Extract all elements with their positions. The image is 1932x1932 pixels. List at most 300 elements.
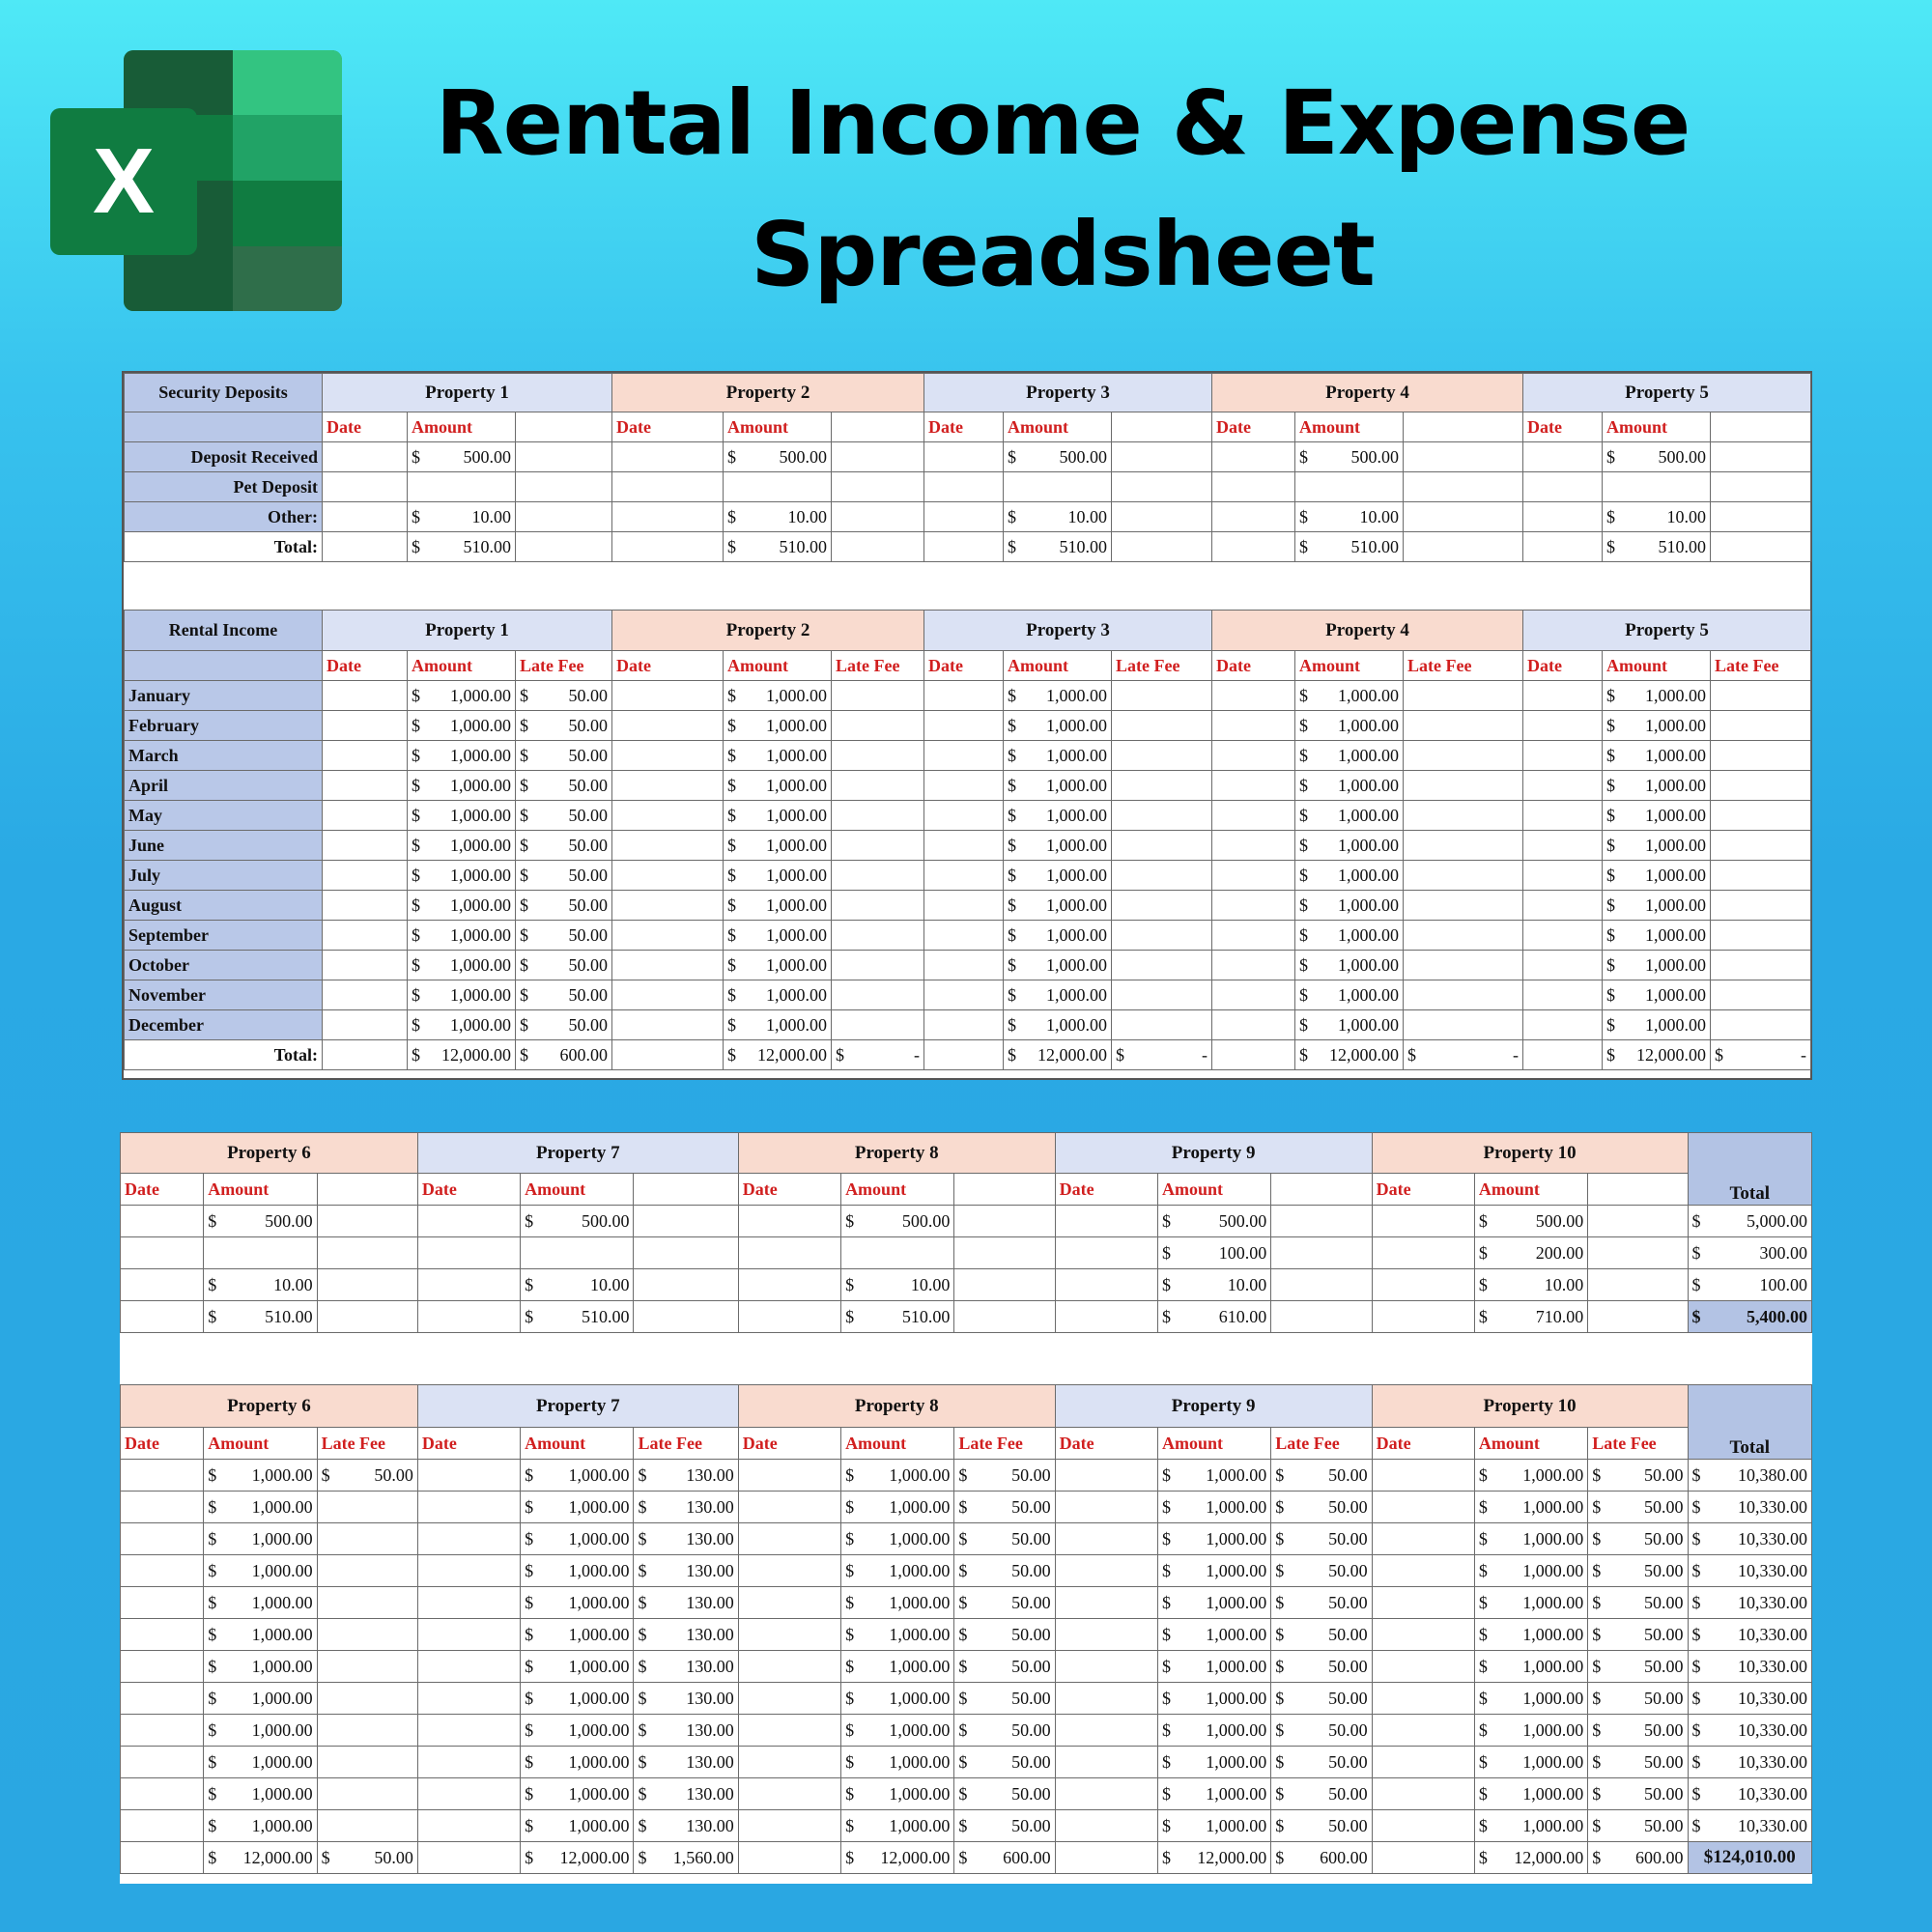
date-cell[interactable]: [738, 1237, 840, 1269]
date-cell[interactable]: [924, 831, 1004, 861]
label-blank[interactable]: [125, 651, 323, 681]
late-fee-cell[interactable]: [1711, 681, 1811, 711]
late-fee-cell[interactable]: [1112, 741, 1212, 771]
late-fee-cell[interactable]: [1588, 1683, 1688, 1715]
blank-cell[interactable]: [1271, 1206, 1372, 1237]
date-cell[interactable]: [1212, 831, 1295, 861]
property-header[interactable]: Property 8: [738, 1133, 1055, 1174]
rent-amount-cell[interactable]: [204, 1778, 317, 1810]
blank-header[interactable]: [1588, 1174, 1688, 1206]
date-cell[interactable]: [1523, 1040, 1603, 1070]
rent-amount-cell[interactable]: [521, 1747, 634, 1778]
blank-cell[interactable]: [1588, 1269, 1688, 1301]
date-cell[interactable]: [924, 891, 1004, 921]
rent-amount-cell[interactable]: [1157, 1460, 1270, 1492]
date-cell[interactable]: [417, 1523, 520, 1555]
date-cell[interactable]: [1372, 1810, 1474, 1842]
date-cell[interactable]: [1055, 1460, 1157, 1492]
property-header[interactable]: Property 5: [1523, 374, 1811, 412]
late-fee-cell[interactable]: [1404, 891, 1523, 921]
late-fee-cell[interactable]: [832, 891, 924, 921]
late-fee-cell[interactable]: [1112, 980, 1212, 1010]
late-fee-cell[interactable]: [634, 1683, 738, 1715]
date-column-header[interactable]: Date: [121, 1428, 204, 1460]
date-cell[interactable]: [1055, 1715, 1157, 1747]
date-cell[interactable]: [417, 1715, 520, 1747]
date-cell[interactable]: [323, 771, 408, 801]
rent-amount-cell[interactable]: [408, 741, 516, 771]
late-fee-cell[interactable]: [1588, 1715, 1688, 1747]
rent-amount-cell[interactable]: [724, 741, 832, 771]
date-cell[interactable]: [1212, 980, 1295, 1010]
late-fee-cell[interactable]: [1404, 980, 1523, 1010]
date-cell[interactable]: [121, 1619, 204, 1651]
date-cell[interactable]: [738, 1810, 840, 1842]
date-cell[interactable]: [1055, 1683, 1157, 1715]
deposit-amount-cell[interactable]: [841, 1206, 954, 1237]
rent-amount-cell[interactable]: [1603, 681, 1711, 711]
date-cell[interactable]: [323, 1010, 408, 1040]
total-column-header[interactable]: Total: [1688, 1385, 1811, 1460]
rent-amount-cell[interactable]: [408, 1010, 516, 1040]
deposit-amount-cell[interactable]: [1157, 1269, 1270, 1301]
deposit-amount-cell[interactable]: [408, 502, 516, 532]
date-cell[interactable]: [417, 1587, 520, 1619]
date-cell[interactable]: [323, 801, 408, 831]
amount-column-header[interactable]: Amount: [1004, 412, 1112, 442]
rent-amount-cell[interactable]: [1295, 1010, 1404, 1040]
late-fee-cell[interactable]: [516, 980, 612, 1010]
month-label[interactable]: February: [125, 711, 323, 741]
late-fee-cell[interactable]: [954, 1810, 1055, 1842]
late-fee-cell[interactable]: [1711, 951, 1811, 980]
month-label[interactable]: January: [125, 681, 323, 711]
deposit-amount-cell[interactable]: [408, 472, 516, 502]
late-fee-cell[interactable]: [516, 771, 612, 801]
late-fee-cell[interactable]: [1271, 1778, 1372, 1810]
rent-amount-cell[interactable]: [724, 1010, 832, 1040]
amount-column-header[interactable]: Amount: [724, 651, 832, 681]
late-fee-cell[interactable]: [1112, 681, 1212, 711]
late-fee-cell[interactable]: [1404, 741, 1523, 771]
late-fee-column-header[interactable]: Late Fee: [634, 1428, 738, 1460]
deposit-amount-cell[interactable]: [724, 502, 832, 532]
month-label[interactable]: November: [125, 980, 323, 1010]
late-fee-cell[interactable]: [317, 1460, 417, 1492]
deposit-amount-cell[interactable]: [1157, 1301, 1270, 1333]
rent-amount-cell[interactable]: [1295, 861, 1404, 891]
rent-amount-cell[interactable]: [204, 1651, 317, 1683]
late-fee-cell[interactable]: [634, 1619, 738, 1651]
late-fee-cell[interactable]: [317, 1715, 417, 1747]
date-cell[interactable]: [323, 861, 408, 891]
total-amount-cell[interactable]: [408, 1040, 516, 1070]
property-header[interactable]: Property 3: [924, 611, 1212, 651]
date-column-header[interactable]: Date: [738, 1174, 840, 1206]
date-cell[interactable]: [738, 1747, 840, 1778]
rent-amount-cell[interactable]: [1474, 1715, 1587, 1747]
date-cell[interactable]: [1212, 711, 1295, 741]
date-cell[interactable]: [1212, 771, 1295, 801]
late-fee-cell[interactable]: [1112, 921, 1212, 951]
blank-cell[interactable]: [832, 442, 924, 472]
date-cell[interactable]: [738, 1492, 840, 1523]
rent-amount-cell[interactable]: [521, 1683, 634, 1715]
property-header[interactable]: Property 4: [1212, 611, 1523, 651]
rent-amount-cell[interactable]: [1157, 1619, 1270, 1651]
blank-cell[interactable]: [317, 1301, 417, 1333]
rent-amount-cell[interactable]: [841, 1683, 954, 1715]
rent-amount-cell[interactable]: [521, 1651, 634, 1683]
row-total-cell[interactable]: [1688, 1651, 1811, 1683]
property-header[interactable]: Property 3: [924, 374, 1212, 412]
property-header[interactable]: Property 1: [323, 374, 612, 412]
date-column-header[interactable]: Date: [1212, 651, 1295, 681]
deposit-amount-cell[interactable]: [521, 1301, 634, 1333]
rent-amount-cell[interactable]: [408, 771, 516, 801]
rent-amount-cell[interactable]: [204, 1460, 317, 1492]
blank-header[interactable]: [832, 412, 924, 442]
security-deposits-label[interactable]: Security Deposits: [125, 374, 323, 412]
date-cell[interactable]: [1372, 1715, 1474, 1747]
rent-amount-cell[interactable]: [408, 951, 516, 980]
blank-cell[interactable]: [1711, 472, 1811, 502]
date-cell[interactable]: [612, 921, 724, 951]
late-fee-cell[interactable]: [1711, 741, 1811, 771]
date-cell[interactable]: [1055, 1301, 1157, 1333]
deposit-amount-cell[interactable]: [1004, 532, 1112, 562]
date-cell[interactable]: [121, 1269, 204, 1301]
blank-cell[interactable]: [832, 532, 924, 562]
date-cell[interactable]: [323, 921, 408, 951]
rent-amount-cell[interactable]: [1603, 980, 1711, 1010]
date-column-header[interactable]: Date: [1212, 412, 1295, 442]
late-fee-cell[interactable]: [1588, 1492, 1688, 1523]
rent-amount-cell[interactable]: [841, 1555, 954, 1587]
date-cell[interactable]: [1055, 1619, 1157, 1651]
row-total-cell[interactable]: [1688, 1492, 1811, 1523]
rent-amount-cell[interactable]: [1295, 681, 1404, 711]
date-cell[interactable]: [121, 1778, 204, 1810]
date-cell[interactable]: [1523, 711, 1603, 741]
date-cell[interactable]: [612, 711, 724, 741]
row-total-cell[interactable]: [1688, 1810, 1811, 1842]
property-header[interactable]: Property 1: [323, 611, 612, 651]
late-fee-cell[interactable]: [1711, 980, 1811, 1010]
date-cell[interactable]: [1372, 1523, 1474, 1555]
rent-amount-cell[interactable]: [841, 1523, 954, 1555]
late-fee-cell[interactable]: [1404, 771, 1523, 801]
late-fee-cell[interactable]: [634, 1523, 738, 1555]
spacer-cell[interactable]: [121, 1333, 1812, 1385]
late-fee-cell[interactable]: [1271, 1460, 1372, 1492]
rent-amount-cell[interactable]: [1474, 1460, 1587, 1492]
date-cell[interactable]: [1523, 741, 1603, 771]
date-cell[interactable]: [323, 472, 408, 502]
rent-amount-cell[interactable]: [521, 1715, 634, 1747]
date-cell[interactable]: [612, 801, 724, 831]
blank-cell[interactable]: [1588, 1237, 1688, 1269]
blank-header[interactable]: [1711, 412, 1811, 442]
deposit-amount-cell[interactable]: [204, 1237, 317, 1269]
amount-column-header[interactable]: Amount: [521, 1174, 634, 1206]
late-fee-cell[interactable]: [516, 951, 612, 980]
late-fee-column-header[interactable]: Late Fee: [832, 651, 924, 681]
date-cell[interactable]: [417, 1492, 520, 1523]
deposit-amount-cell[interactable]: [521, 1206, 634, 1237]
date-cell[interactable]: [323, 741, 408, 771]
date-cell[interactable]: [1212, 502, 1295, 532]
date-cell[interactable]: [1372, 1778, 1474, 1810]
blank-cell[interactable]: [634, 1301, 738, 1333]
rent-amount-cell[interactable]: [841, 1778, 954, 1810]
date-cell[interactable]: [1523, 921, 1603, 951]
rent-amount-cell[interactable]: [408, 861, 516, 891]
rent-amount-cell[interactable]: [408, 801, 516, 831]
rent-amount-cell[interactable]: [1474, 1683, 1587, 1715]
property-header[interactable]: Property 7: [417, 1133, 738, 1174]
date-cell[interactable]: [417, 1619, 520, 1651]
rent-amount-cell[interactable]: [1004, 771, 1112, 801]
property-header[interactable]: Property 7: [417, 1385, 738, 1428]
amount-column-header[interactable]: Amount: [841, 1428, 954, 1460]
date-cell[interactable]: [738, 1651, 840, 1683]
date-cell[interactable]: [1212, 1010, 1295, 1040]
month-label[interactable]: October: [125, 951, 323, 980]
late-fee-cell[interactable]: [954, 1683, 1055, 1715]
late-fee-cell[interactable]: [832, 951, 924, 980]
late-fee-cell[interactable]: [832, 801, 924, 831]
date-cell[interactable]: [924, 861, 1004, 891]
date-cell[interactable]: [1055, 1842, 1157, 1874]
total-late-fee-cell[interactable]: [1588, 1842, 1688, 1874]
rent-amount-cell[interactable]: [841, 1715, 954, 1747]
date-cell[interactable]: [738, 1523, 840, 1555]
blank-cell[interactable]: [1588, 1301, 1688, 1333]
rent-amount-cell[interactable]: [408, 711, 516, 741]
month-label[interactable]: September: [125, 921, 323, 951]
rent-amount-cell[interactable]: [1004, 801, 1112, 831]
date-cell[interactable]: [738, 1842, 840, 1874]
rent-amount-cell[interactable]: [1603, 741, 1711, 771]
row-total-cell[interactable]: [1688, 1778, 1811, 1810]
late-fee-cell[interactable]: [1711, 1010, 1811, 1040]
late-fee-cell[interactable]: [954, 1460, 1055, 1492]
date-cell[interactable]: [121, 1206, 204, 1237]
date-cell[interactable]: [1523, 951, 1603, 980]
date-cell[interactable]: [612, 891, 724, 921]
blank-cell[interactable]: [634, 1269, 738, 1301]
late-fee-cell[interactable]: [516, 891, 612, 921]
deposit-amount-cell[interactable]: [841, 1269, 954, 1301]
date-cell[interactable]: [1372, 1619, 1474, 1651]
amount-column-header[interactable]: Amount: [1603, 651, 1711, 681]
deposit-row-label[interactable]: Total:: [125, 532, 323, 562]
rent-amount-cell[interactable]: [1474, 1778, 1587, 1810]
amount-column-header[interactable]: Amount: [1004, 651, 1112, 681]
blank-header[interactable]: [516, 412, 612, 442]
late-fee-cell[interactable]: [954, 1778, 1055, 1810]
late-fee-cell[interactable]: [954, 1523, 1055, 1555]
blank-cell[interactable]: [1588, 1206, 1688, 1237]
rent-amount-cell[interactable]: [408, 921, 516, 951]
late-fee-cell[interactable]: [1588, 1460, 1688, 1492]
date-cell[interactable]: [1212, 921, 1295, 951]
blank-header[interactable]: [954, 1174, 1055, 1206]
late-fee-cell[interactable]: [1711, 891, 1811, 921]
late-fee-cell[interactable]: [832, 681, 924, 711]
date-cell[interactable]: [121, 1715, 204, 1747]
date-cell[interactable]: [417, 1651, 520, 1683]
date-cell[interactable]: [1212, 891, 1295, 921]
late-fee-cell[interactable]: [1112, 891, 1212, 921]
date-cell[interactable]: [1523, 980, 1603, 1010]
deposit-row-label[interactable]: Other:: [125, 502, 323, 532]
deposit-row-label[interactable]: Pet Deposit: [125, 472, 323, 502]
deposit-amount-cell[interactable]: [204, 1301, 317, 1333]
date-cell[interactable]: [1523, 472, 1603, 502]
date-column-header[interactable]: Date: [323, 651, 408, 681]
blank-cell[interactable]: [1711, 442, 1811, 472]
row-total-cell[interactable]: [1688, 1555, 1811, 1587]
date-cell[interactable]: [1372, 1237, 1474, 1269]
property-header[interactable]: Property 9: [1055, 1385, 1372, 1428]
deposit-amount-cell[interactable]: [204, 1269, 317, 1301]
late-fee-cell[interactable]: [1588, 1810, 1688, 1842]
late-fee-cell[interactable]: [1112, 711, 1212, 741]
late-fee-cell[interactable]: [634, 1715, 738, 1747]
rent-amount-cell[interactable]: [1157, 1683, 1270, 1715]
date-cell[interactable]: [612, 1040, 724, 1070]
rent-amount-cell[interactable]: [1157, 1715, 1270, 1747]
date-column-header[interactable]: Date: [1372, 1174, 1474, 1206]
rent-amount-cell[interactable]: [1004, 980, 1112, 1010]
late-fee-cell[interactable]: [1588, 1587, 1688, 1619]
rent-amount-cell[interactable]: [1004, 711, 1112, 741]
late-fee-cell[interactable]: [1588, 1619, 1688, 1651]
date-cell[interactable]: [1212, 741, 1295, 771]
deposit-amount-cell[interactable]: [408, 442, 516, 472]
deposit-amount-cell[interactable]: [1474, 1206, 1587, 1237]
late-fee-cell[interactable]: [1271, 1715, 1372, 1747]
rent-amount-cell[interactable]: [1004, 921, 1112, 951]
rent-amount-cell[interactable]: [841, 1492, 954, 1523]
deposit-row-label[interactable]: Deposit Received: [125, 442, 323, 472]
date-cell[interactable]: [1055, 1206, 1157, 1237]
rent-amount-cell[interactable]: [521, 1523, 634, 1555]
blank-cell[interactable]: [954, 1269, 1055, 1301]
date-cell[interactable]: [612, 861, 724, 891]
date-column-header[interactable]: Date: [1055, 1428, 1157, 1460]
late-fee-cell[interactable]: [317, 1523, 417, 1555]
rent-amount-cell[interactable]: [724, 921, 832, 951]
deposit-row-total[interactable]: [1688, 1206, 1811, 1237]
deposit-amount-cell[interactable]: [724, 472, 832, 502]
amount-column-header[interactable]: Amount: [408, 651, 516, 681]
late-fee-cell[interactable]: [832, 831, 924, 861]
total-late-fee-cell[interactable]: [832, 1040, 924, 1070]
late-fee-cell[interactable]: [1404, 921, 1523, 951]
date-cell[interactable]: [417, 1237, 520, 1269]
rent-amount-cell[interactable]: [1157, 1555, 1270, 1587]
rent-amount-cell[interactable]: [1603, 801, 1711, 831]
rent-amount-cell[interactable]: [1603, 861, 1711, 891]
date-cell[interactable]: [1523, 861, 1603, 891]
date-cell[interactable]: [1372, 1269, 1474, 1301]
amount-column-header[interactable]: Amount: [1157, 1174, 1270, 1206]
date-cell[interactable]: [924, 681, 1004, 711]
amount-column-header[interactable]: Amount: [1474, 1174, 1587, 1206]
late-fee-cell[interactable]: [832, 771, 924, 801]
late-fee-cell[interactable]: [1271, 1651, 1372, 1683]
rent-amount-cell[interactable]: [521, 1492, 634, 1523]
blank-cell[interactable]: [1112, 502, 1212, 532]
date-cell[interactable]: [1523, 771, 1603, 801]
date-cell[interactable]: [924, 711, 1004, 741]
late-fee-cell[interactable]: [1588, 1747, 1688, 1778]
date-cell[interactable]: [612, 681, 724, 711]
blank-header[interactable]: [1271, 1174, 1372, 1206]
row-total-cell[interactable]: [1688, 1715, 1811, 1747]
late-fee-cell[interactable]: [1588, 1555, 1688, 1587]
rent-amount-cell[interactable]: [724, 980, 832, 1010]
date-cell[interactable]: [738, 1683, 840, 1715]
total-amount-cell[interactable]: [1157, 1842, 1270, 1874]
amount-column-header[interactable]: Amount: [521, 1428, 634, 1460]
rent-amount-cell[interactable]: [1157, 1810, 1270, 1842]
total-late-fee-cell[interactable]: [516, 1040, 612, 1070]
rent-amount-cell[interactable]: [521, 1555, 634, 1587]
rent-amount-cell[interactable]: [521, 1460, 634, 1492]
rent-amount-cell[interactable]: [841, 1651, 954, 1683]
rent-amount-cell[interactable]: [841, 1587, 954, 1619]
amount-column-header[interactable]: Amount: [204, 1174, 317, 1206]
late-fee-cell[interactable]: [1271, 1492, 1372, 1523]
blank-cell[interactable]: [1271, 1237, 1372, 1269]
deposit-row-total[interactable]: [1688, 1237, 1811, 1269]
amount-column-header[interactable]: Amount: [841, 1174, 954, 1206]
late-fee-cell[interactable]: [832, 741, 924, 771]
date-cell[interactable]: [1212, 861, 1295, 891]
rent-amount-cell[interactable]: [1157, 1523, 1270, 1555]
blank-cell[interactable]: [1271, 1301, 1372, 1333]
late-fee-cell[interactable]: [832, 861, 924, 891]
label-blank[interactable]: [125, 412, 323, 442]
rent-amount-cell[interactable]: [204, 1810, 317, 1842]
late-fee-cell[interactable]: [516, 921, 612, 951]
total-late-fee-cell[interactable]: [317, 1842, 417, 1874]
rent-amount-cell[interactable]: [1295, 711, 1404, 741]
rent-amount-cell[interactable]: [1004, 831, 1112, 861]
late-fee-cell[interactable]: [1112, 861, 1212, 891]
total-amount-cell[interactable]: [1474, 1842, 1587, 1874]
rent-amount-cell[interactable]: [1474, 1492, 1587, 1523]
date-cell[interactable]: [1372, 1301, 1474, 1333]
rent-amount-cell[interactable]: [1157, 1492, 1270, 1523]
rent-amount-cell[interactable]: [408, 681, 516, 711]
date-cell[interactable]: [121, 1523, 204, 1555]
deposit-amount-cell[interactable]: [1295, 502, 1404, 532]
date-cell[interactable]: [1055, 1492, 1157, 1523]
late-fee-cell[interactable]: [1271, 1747, 1372, 1778]
date-cell[interactable]: [121, 1301, 204, 1333]
deposit-amount-cell[interactable]: [1603, 532, 1711, 562]
date-column-header[interactable]: Date: [1523, 412, 1603, 442]
late-fee-cell[interactable]: [317, 1619, 417, 1651]
deposit-amount-cell[interactable]: [1474, 1269, 1587, 1301]
blank-cell[interactable]: [1112, 442, 1212, 472]
rent-amount-cell[interactable]: [724, 771, 832, 801]
